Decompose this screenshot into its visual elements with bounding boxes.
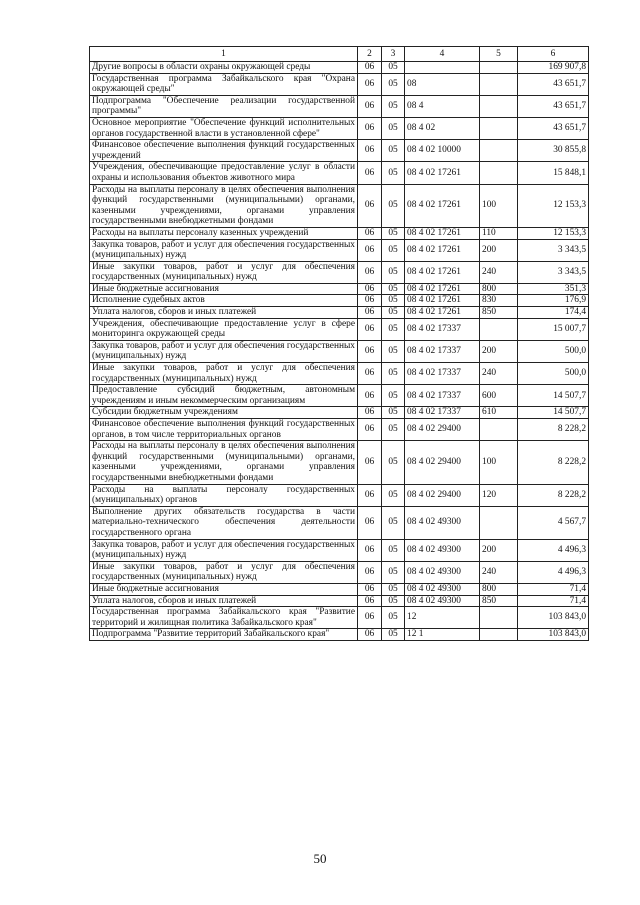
cell-name: Субсидии бюджетным учреждениям [90, 407, 358, 419]
table-row [90, 140, 589, 162]
cell-target-item: 08 4 02 29400 [405, 441, 480, 484]
cell-amount: 8 228,2 [518, 419, 589, 441]
cell-subsection: 05 [382, 283, 405, 295]
cell-name: Учреждения, обеспечивающие предоставление услуг в области охраны и использования объектов животного мира [90, 162, 358, 184]
cell-section: 06 [358, 295, 382, 307]
table-row [90, 506, 589, 539]
cell-section: 06 [358, 117, 382, 139]
cell-section: 06 [358, 441, 382, 484]
cell-amount: 174,4 [518, 307, 589, 319]
table-body [90, 62, 589, 641]
table-header-row [90, 47, 589, 62]
cell-amount: 43 651,7 [518, 95, 589, 117]
cell-amount: 500,0 [518, 363, 589, 385]
cell-expense-type: 200 [480, 539, 518, 561]
cell-expense-type [480, 162, 518, 184]
table-row [90, 261, 589, 283]
cell-amount: 4 496,3 [518, 561, 589, 583]
cell-section: 06 [358, 607, 382, 629]
cell-name: Закупка товаров, работ и услуг для обеспечения государственных (муниципальных) нужд [90, 539, 358, 561]
cell-target-item: 08 4 02 17337 [405, 318, 480, 340]
cell-target-item: 08 4 02 49300 [405, 506, 480, 539]
cell-amount: 4 567,7 [518, 506, 589, 539]
cell-target-item: 08 4 02 17337 [405, 385, 480, 407]
cell-amount: 43 651,7 [518, 117, 589, 139]
cell-subsection: 05 [382, 539, 405, 561]
cell-section: 06 [358, 73, 382, 95]
cell-target-item: 08 4 02 49300 [405, 561, 480, 583]
cell-amount: 15 007,7 [518, 318, 589, 340]
table-row [90, 629, 589, 641]
cell-target-item: 08 4 02 17261 [405, 295, 480, 307]
table-row [90, 184, 589, 227]
cell-expense-type [480, 607, 518, 629]
cell-target-item: 08 4 02 17261 [405, 239, 480, 261]
cell-amount: 500,0 [518, 340, 589, 362]
cell-target-item: 08 4 02 29400 [405, 419, 480, 441]
cell-section: 06 [358, 629, 382, 641]
table-row [90, 227, 589, 239]
cell-expense-type: 830 [480, 295, 518, 307]
cell-subsection: 05 [382, 307, 405, 319]
cell-expense-type [480, 73, 518, 95]
cell-subsection: 05 [382, 484, 405, 506]
table-row [90, 95, 589, 117]
cell-name: Государственная программа Забайкальского края "Охрана окружающей среды" [90, 73, 358, 95]
cell-section: 06 [358, 261, 382, 283]
cell-expense-type: 850 [480, 595, 518, 607]
table-row [90, 318, 589, 340]
cell-expense-type: 100 [480, 184, 518, 227]
cell-subsection: 05 [382, 73, 405, 95]
cell-subsection: 05 [382, 583, 405, 595]
cell-target-item: 08 4 02 17337 [405, 363, 480, 385]
cell-amount: 176,9 [518, 295, 589, 307]
cell-amount: 12 153,3 [518, 227, 589, 239]
cell-section: 06 [358, 539, 382, 561]
cell-target-item: 08 4 02 17261 [405, 227, 480, 239]
cell-expense-type [480, 95, 518, 117]
cell-section: 06 [358, 283, 382, 295]
cell-section: 06 [358, 340, 382, 362]
cell-name: Расходы на выплаты персоналу казенных учреждений [90, 227, 358, 239]
cell-amount: 169 907,8 [518, 62, 589, 74]
cell-expense-type: 240 [480, 363, 518, 385]
table-row [90, 484, 589, 506]
cell-target-item: 08 4 02 17261 [405, 307, 480, 319]
cell-target-item: 08 4 02 49300 [405, 595, 480, 607]
cell-name: Основное мероприятие "Обеспечение функций исполнительных органов государственной власти в установленной сфере" [90, 117, 358, 139]
cell-subsection: 05 [382, 295, 405, 307]
table-row [90, 419, 589, 441]
cell-name: Другие вопросы в области охраны окружающей среды [90, 62, 358, 74]
cell-amount: 14 507,7 [518, 407, 589, 419]
cell-name: Закупка товаров, работ и услуг для обеспечения государственных (муниципальных) нужд [90, 340, 358, 362]
cell-subsection: 05 [382, 95, 405, 117]
table-row [90, 117, 589, 139]
cell-subsection: 05 [382, 629, 405, 641]
cell-amount: 71,4 [518, 595, 589, 607]
cell-expense-type: 800 [480, 283, 518, 295]
cell-subsection: 05 [382, 227, 405, 239]
cell-name: Выполнение других обязательств государства в части материально-технического обеспечения деятельности государственного органа [90, 506, 358, 539]
cell-amount: 4 496,3 [518, 539, 589, 561]
cell-target-item: 08 4 02 49300 [405, 539, 480, 561]
cell-subsection: 05 [382, 140, 405, 162]
cell-expense-type: 200 [480, 340, 518, 362]
cell-target-item: 12 1 [405, 629, 480, 641]
cell-amount: 43 651,7 [518, 73, 589, 95]
cell-expense-type: 240 [480, 561, 518, 583]
table-row [90, 595, 589, 607]
column-header-name: 1 [90, 47, 358, 62]
column-header-section: 2 [358, 47, 382, 62]
cell-target-item: 08 4 02 17261 [405, 162, 480, 184]
table-row [90, 283, 589, 295]
cell-expense-type: 100 [480, 441, 518, 484]
cell-section: 06 [358, 595, 382, 607]
cell-subsection: 05 [382, 407, 405, 419]
cell-target-item: 08 4 02 10000 [405, 140, 480, 162]
cell-section: 06 [358, 140, 382, 162]
cell-subsection: 05 [382, 184, 405, 227]
cell-section: 06 [358, 484, 382, 506]
cell-amount: 14 507,7 [518, 385, 589, 407]
column-header-target-item: 4 [405, 47, 480, 62]
cell-section: 06 [358, 307, 382, 319]
cell-target-item: 08 [405, 73, 480, 95]
cell-amount: 30 855,8 [518, 140, 589, 162]
cell-name: Уплата налогов, сборов и иных платежей [90, 595, 358, 607]
table-row [90, 62, 589, 74]
cell-section: 06 [358, 184, 382, 227]
cell-expense-type [480, 506, 518, 539]
table-row [90, 561, 589, 583]
cell-subsection: 05 [382, 162, 405, 184]
cell-target-item: 08 4 02 17337 [405, 340, 480, 362]
cell-amount: 12 153,3 [518, 184, 589, 227]
cell-expense-type: 800 [480, 583, 518, 595]
cell-amount: 3 343,5 [518, 239, 589, 261]
table-row [90, 385, 589, 407]
table-row [90, 307, 589, 319]
cell-name: Предоставление субсидий бюджетным, автономным учреждениям и иным некоммерческим организациям [90, 385, 358, 407]
cell-section: 06 [358, 318, 382, 340]
cell-name: Уплата налогов, сборов и иных платежей [90, 307, 358, 319]
cell-name: Подпрограмма "Развитие территорий Забайкальского края" [90, 629, 358, 641]
table-row [90, 539, 589, 561]
cell-subsection: 05 [382, 117, 405, 139]
cell-section: 06 [358, 506, 382, 539]
cell-subsection: 05 [382, 62, 405, 74]
cell-target-item: 08 4 02 49300 [405, 583, 480, 595]
cell-name: Финансовое обеспечение выполнения функций государственных органов, в том числе территориальных органов [90, 419, 358, 441]
cell-name: Исполнение судебных актов [90, 295, 358, 307]
table-row [90, 407, 589, 419]
cell-amount: 71,4 [518, 583, 589, 595]
cell-target-item: 08 4 02 29400 [405, 484, 480, 506]
column-header-expense-type: 5 [480, 47, 518, 62]
cell-name: Государственная программа Забайкальского края "Развитие территорий и жилищная политика Забайкальского края" [90, 607, 358, 629]
cell-expense-type: 600 [480, 385, 518, 407]
cell-name: Расходы на выплаты персоналу государственных (муниципальных) органов [90, 484, 358, 506]
cell-name: Подпрограмма "Обеспечение реализации государственной программы" [90, 95, 358, 117]
cell-section: 06 [358, 407, 382, 419]
table-row [90, 583, 589, 595]
cell-target-item: 08 4 02 17261 [405, 184, 480, 227]
column-header-amount: 6 [518, 47, 589, 62]
cell-expense-type [480, 117, 518, 139]
cell-amount: 103 843,0 [518, 607, 589, 629]
cell-amount: 103 843,0 [518, 629, 589, 641]
cell-expense-type: 610 [480, 407, 518, 419]
table-row [90, 363, 589, 385]
cell-subsection: 05 [382, 239, 405, 261]
cell-subsection: 05 [382, 385, 405, 407]
cell-expense-type [480, 140, 518, 162]
cell-target-item [405, 62, 480, 74]
cell-subsection: 05 [382, 419, 405, 441]
cell-name: Иные закупки товаров, работ и услуг для обеспечения государственных (муниципальных) нужд [90, 261, 358, 283]
table-row [90, 162, 589, 184]
cell-expense-type [480, 62, 518, 74]
cell-section: 06 [358, 583, 382, 595]
cell-expense-type: 120 [480, 484, 518, 506]
cell-amount: 8 228,2 [518, 441, 589, 484]
page-number: 50 [313, 851, 327, 866]
cell-name: Иные бюджетные ассигнования [90, 283, 358, 295]
cell-name: Иные закупки товаров, работ и услуг для обеспечения государственных (муниципальных) нужд [90, 363, 358, 385]
cell-expense-type: 240 [480, 261, 518, 283]
cell-target-item: 08 4 02 17261 [405, 261, 480, 283]
cell-section: 06 [358, 162, 382, 184]
cell-section: 06 [358, 239, 382, 261]
cell-amount: 351,3 [518, 283, 589, 295]
cell-subsection: 05 [382, 561, 405, 583]
cell-expense-type: 200 [480, 239, 518, 261]
cell-target-item: 08 4 02 [405, 117, 480, 139]
cell-section: 06 [358, 363, 382, 385]
cell-subsection: 05 [382, 607, 405, 629]
cell-amount: 8 228,2 [518, 484, 589, 506]
cell-subsection: 05 [382, 318, 405, 340]
cell-subsection: 05 [382, 363, 405, 385]
cell-amount: 15 848,1 [518, 162, 589, 184]
cell-name: Расходы на выплаты персоналу в целях обеспечения выполнения функций государственными (муниципальными) органами, казенными учреждениями, органами управления государственными внебюджетными фондами [90, 184, 358, 227]
cell-expense-type [480, 629, 518, 641]
cell-expense-type: 110 [480, 227, 518, 239]
cell-name: Расходы на выплаты персоналу в целях обеспечения выполнения функций государственными (муниципальными) органами, казенными учреждениями, органами управления государственными внебюджетными фондами [90, 441, 358, 484]
column-header-subsection: 3 [382, 47, 405, 62]
table-row [90, 239, 589, 261]
table-row [90, 607, 589, 629]
table-row [90, 73, 589, 95]
cell-name: Финансовое обеспечение выполнения функций государственных учреждений [90, 140, 358, 162]
cell-target-item: 08 4 [405, 95, 480, 117]
cell-expense-type: 850 [480, 307, 518, 319]
cell-name: Иные бюджетные ассигнования [90, 583, 358, 595]
table-row [90, 340, 589, 362]
cell-subsection: 05 [382, 595, 405, 607]
cell-target-item: 08 4 02 17261 [405, 283, 480, 295]
cell-expense-type [480, 419, 518, 441]
cell-expense-type [480, 318, 518, 340]
cell-section: 06 [358, 95, 382, 117]
cell-name: Иные закупки товаров, работ и услуг для обеспечения государственных (муниципальных) нужд [90, 561, 358, 583]
cell-section: 06 [358, 62, 382, 74]
cell-section: 06 [358, 227, 382, 239]
cell-name: Учреждения, обеспечивающие предоставление услуг в сфере мониторинга окружающей среды [90, 318, 358, 340]
cell-amount: 3 343,5 [518, 261, 589, 283]
cell-subsection: 05 [382, 441, 405, 484]
table-row [90, 441, 589, 484]
cell-target-item: 08 4 02 17337 [405, 407, 480, 419]
budget-table [89, 46, 589, 641]
cell-target-item: 12 [405, 607, 480, 629]
cell-subsection: 05 [382, 261, 405, 283]
cell-section: 06 [358, 385, 382, 407]
cell-subsection: 05 [382, 340, 405, 362]
cell-section: 06 [358, 419, 382, 441]
table-row [90, 295, 589, 307]
cell-subsection: 05 [382, 506, 405, 539]
cell-name: Закупка товаров, работ и услуг для обеспечения государственных (муниципальных) нужд [90, 239, 358, 261]
cell-section: 06 [358, 561, 382, 583]
